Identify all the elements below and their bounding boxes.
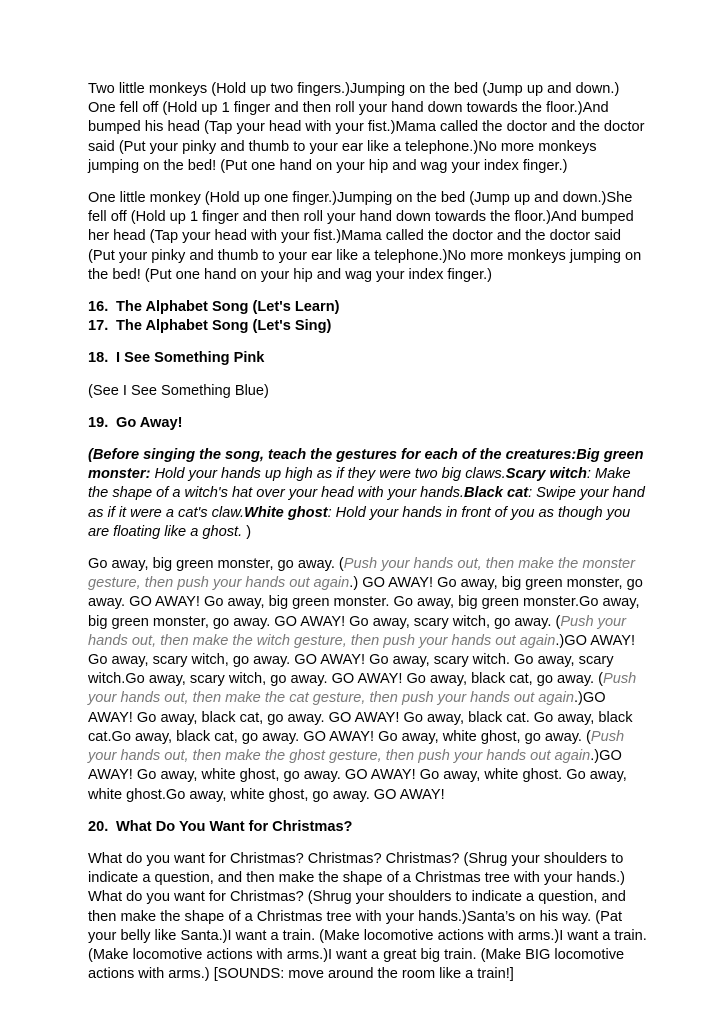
creature-term-witch: Scary witch (505, 466, 587, 483)
creature-term-ghost: White ghost (244, 504, 328, 521)
gesture-note-witch: Push your hands out, then make the witch gesture, then push your hands out again (88, 613, 627, 649)
lyrics-part-4: .)GO AWAY! Go away, black cat, go away. GO AWAY! Go away, black cat. Go away, black cat.Go away, black cat, go away. GO AWAY! Go away, white ghost, go away. ( (88, 690, 633, 745)
heading-20 (88, 818, 648, 837)
paragraph-go-away-lyrics (88, 555, 648, 805)
heading-19-title: Go Away! (116, 414, 183, 431)
gesture-note-monster: Push your hands out, then make the monster gesture, then push your hands out again (88, 556, 636, 592)
gesture-note-ghost: Push your hands out, then make the ghost gesture, then push your hands out again (88, 728, 625, 765)
document-page (88, 80, 648, 997)
paragraph-go-away-instructions (88, 446, 648, 542)
heading-19-number: 19. (88, 414, 109, 431)
heading-20-title: What Do You Want for Christmas? (116, 818, 353, 835)
heading-18-title: I See Something Pink (116, 350, 265, 367)
heading-16-number: 16. (88, 299, 109, 316)
creature-desc-witch: : Make the shape of a witch's hat over your head with your hands. (88, 466, 631, 502)
heading-18-number: 18. (88, 350, 109, 367)
creature-desc-cat: : Swipe your hand as if it were a cat's claw. (88, 485, 645, 521)
paragraph-two-little-monkeys: Two little monkeys (Hold up two fingers.)Jumping on the bed (Jump up and down.) One fell off (Hold up 1 finger and then roll your hand down towards the floor.)And bumped his head (Tap your head with your fist.)Mama called the doctor and the doctor said (Put your pinky and thumb to your ear like a telephone.)No more monkeys jumping on the bed! (Put one hand on your hip and wag your index finger.) (88, 81, 645, 174)
creature-desc-monster: Hold your hands up high as if they were two big claws. (150, 466, 506, 483)
intro-open: (Before singing the song, teach the gestures for each of the creatures: (88, 447, 577, 464)
heading-17 (88, 317, 648, 336)
creature-desc-ghost: : Hold your hands in front of you as though you are floating like a ghost. (88, 504, 631, 540)
intro-close: ) (242, 523, 252, 540)
heading-18 (88, 349, 648, 368)
paragraph-see-also: (See I See Something Blue) (88, 382, 269, 399)
lyrics-part-1: Go away, big green monster, go away. ( (88, 556, 344, 573)
heading-17-title: The Alphabet Song (Let's Sing) (116, 318, 332, 335)
lyrics-part-2: .) GO AWAY! Go away, big green monster, go away. GO AWAY! Go away, big green monster. Go away, big green monster.Go away, big green monster, go away. GO AWAY! Go away, scary witch, go away. ( (88, 575, 643, 630)
creature-term-cat: Black cat (463, 485, 529, 502)
lyrics-part-3: .)GO AWAY! Go away, scary witch, go away. GO AWAY! Go away, scary witch. Go away, scary witch.Go away, scary witch, go away. GO AWAY! Go away, black cat, go away. ( (88, 632, 636, 688)
creature-term-monster: Big green monster: (88, 447, 644, 483)
gesture-note-cat: Push your hands out, then make the cat gesture, then push your hands out again (88, 671, 637, 707)
heading-17-number: 17. (88, 318, 109, 335)
heading-19 (88, 414, 648, 433)
heading-16-title: The Alphabet Song (Let's Learn) (116, 299, 340, 316)
heading-16 (88, 298, 648, 317)
lyrics-part-5: .)GO AWAY! Go away, white ghost, go away. GO AWAY! Go away, white ghost. Go away, white ghost.Go away, white ghost, go away. GO AWAY! (88, 748, 627, 803)
heading-20-number: 20. (88, 818, 109, 835)
paragraph-christmas-song: What do you want for Christmas? Christmas? Christmas? (Shrug your shoulders to indicate a question, and then make the shape of a Christmas tree with your hands.) What do you want for Christmas? (Shrug your shoulders to indicate a question, and then make the shape of a Christmas tree with your hands.)Santa’s on his way. (Pat your belly like Santa.)I want a train. (Make locomotive actions with arms.)I want a train. (Make locomotive actions with arms.)I want a great big train. (Make BIG locomotive actions with arms.) [SOUNDS: move around the room like a train!] (88, 850, 647, 983)
paragraph-one-little-monkey: One little monkey (Hold up one finger.)Jumping on the bed (Jump up and down.)She fell off (Hold up 1 finger and then roll your hand down towards the floor.)And bumped her head (Tap your head with your fist.)Mama called the doctor and the doctor said (Put your pinky and thumb to your ear like a telephone.)No more monkeys jumping on the bed! (Put one hand on your hip and wag your index finger.) (88, 190, 642, 283)
